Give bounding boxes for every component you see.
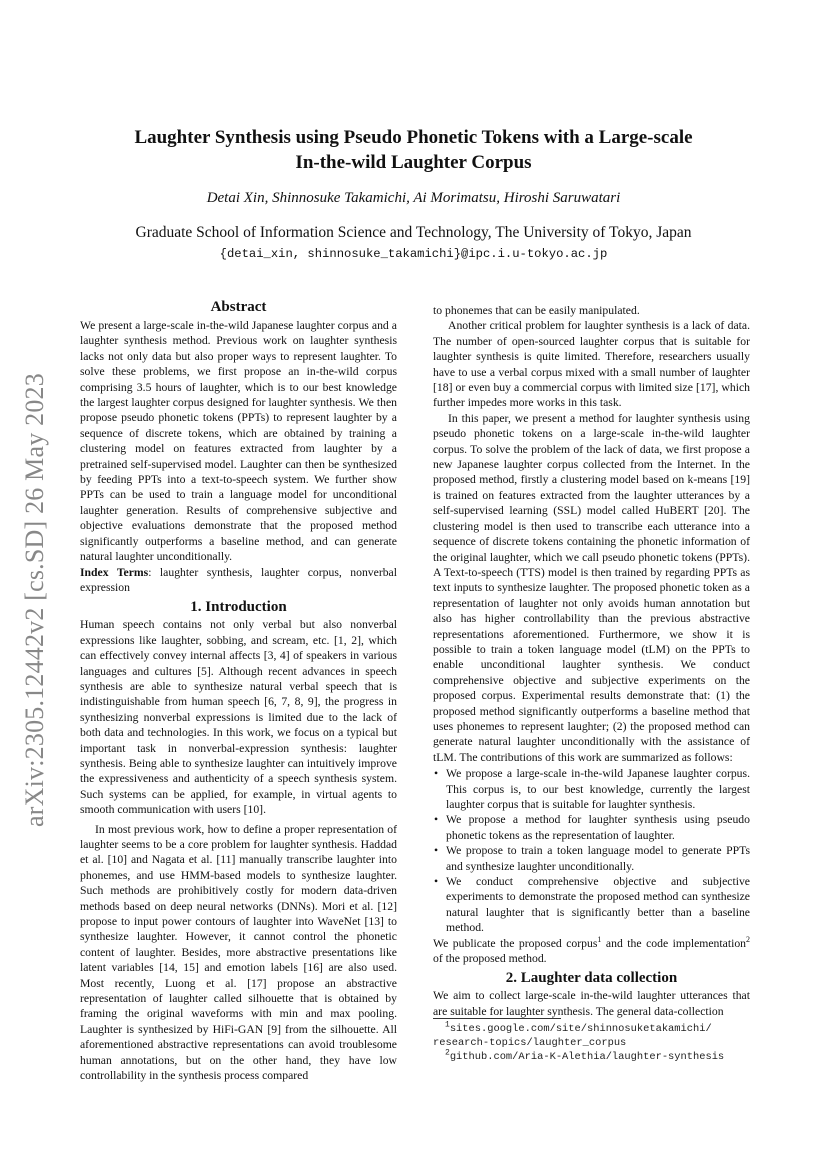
left-column xyxy=(80,298,397,1084)
intro-paragraph-1: Human speech contains not only verbal but also nonverbal expressions like laughter, sobbing, and scream, etc. [1, 2], which can effectively convey internal affects [3, 4] of speakers in various languages and cultures [5]. Although recent advances in speech synthesis are able to synthesize natural verbal speech that is indistinguishable from human speech [6, 7, 8, 9], the progress in synthesizing nonverbal expressions is limited due to the lack of both data and technologies. In this work, we focus on a typical but important task in nonverbal-expression synthesis: laughter synthesis. Being able to synthesize laughter can intuitively improve the expressiveness and authenticity of a speech synthesis system. Such systems can be applied, for example, in virtual agents to smooth communication with users [10]. xyxy=(80,618,397,817)
intro-heading: 1. Introduction xyxy=(190,599,287,616)
intro-paragraph-4: In this paper, we present a method for laughter synthesis using pseudo phonetic tokens on a large-scale in-the-wild laughter corpus. To solve the problem of the lack of data, we first propose a new Japanese laughter corpus collected from the Internet. In the proposed method, firstly a clustering model based on k-means [19] is trained on features extracted from the laughter utterances by a self-supervised learning (SSL) model called HuBERT [20]. The clustering model is then used to transcribe each utterance into a sequence of discrete tokens containing the phonetic information of the original laughter, which we call pseudo phonetic tokens (PPTs). A Text-to-speech (TTS) model is then trained by regarding PPTs as text inputs to synthesize laughter. The proposed phonetic token as a representation of laughter not only avoids human annotation but also has higher controllability than the previous abstractive representations aforementioned. Furthermore, we show it is possible to train a token language model (tLM) on the PPTs to enable unconditional laughter synthesis. We conduct comprehensive objective and subjective experiments on the proposed corpus. Experimental results demonstrate that: (1) the proposed method significantly outperforms a baseline method that uses phonemes to represent laughter; (2) the proposed method can generate natural laughter unconditionally with the assistance of tLM. The contributions of this work are summarized as follows: xyxy=(433,411,750,764)
footnote-1-link-cont[interactable]: research-topics/laughter_corpus xyxy=(433,1036,627,1049)
bullet-icon: • xyxy=(434,813,439,827)
index-terms xyxy=(80,565,397,596)
footnote-divider xyxy=(433,1018,561,1019)
footnote-1-link[interactable]: sites.google.com/site/shinnosuketakamichi/ xyxy=(449,1023,712,1035)
list-item: • We propose to train a token language model to generate PPTs and synthesize laughter unconditionally. xyxy=(434,844,750,873)
list-item: • We conduct comprehensive objective and subjective experiments to demonstrate the proposed method can synthesize natural laughter that is significantly better than a baseline method. xyxy=(434,875,750,935)
publication-statement: We publicate the proposed corpus$^1$ and the code implementation$^2$ of the proposed method. xyxy=(433,934,751,966)
section-2-paragraph: We aim to collect large-scale in-the-wild laughter utterances that are suitable for laughter synthesis. The general data-collection xyxy=(433,989,750,1018)
index-terms-label: Index Terms xyxy=(80,565,149,579)
list-item: • We propose a method for laughter synthesis using pseudo phonetic tokens as the representation of laughter. xyxy=(434,813,750,842)
intro-paragraph-3: Another critical problem for laughter synthesis is a lack of data. The number of open-sourced laughter corpus that is suitable for laughter synthesis is quite limited. Therefore, researchers usually have to use a verbal corpus mixed with a small number of laughter [18] or even buy a commercial corpus with limited size [17], which further impedes more works in this task. xyxy=(433,319,750,410)
paper-title xyxy=(80,125,747,175)
intro-paragraph-2-continued: to phonemes that can be easily manipulated. xyxy=(433,304,640,317)
footnote-1: $^1$sites.google.com/site/shinnosuketakamichi/ research-topics/laughter_corpus xyxy=(433,1020,712,1049)
title-line-2: In-the-wild Laughter Corpus xyxy=(295,152,532,173)
abstract-heading: Abstract xyxy=(210,299,267,315)
footnote-ref-2[interactable]: 2 xyxy=(746,934,751,944)
bullet-icon: • xyxy=(434,767,439,781)
title-line-1: Laughter Synthesis using Pseudo Phonetic Tokens with a Large-scale xyxy=(134,127,693,148)
right-column xyxy=(433,303,750,1019)
affiliation: Graduate School of Information Science and Technology, The University of Tokyo, Japan xyxy=(135,224,692,241)
bullet-icon: • xyxy=(434,875,439,889)
contributions-list xyxy=(433,766,750,935)
section-2-heading: 2. Laughter data collection xyxy=(505,970,678,987)
author-list: Detai Xin, Shinnosuke Takamichi, Ai Morimatsu, Hiroshi Saruwatari xyxy=(206,190,621,206)
intro-paragraph-2: In most previous work, how to define a proper representation of laughter seems to be a core problem for laughter synthesis. Haddad et al. [10] and Nagata et al. [11] manually transcribe laughter into phonemes, and use HMM-based models to synthesize laughter. Such methods are prohibitively costly for modern data-driven methods based on deep neural networks (DNNs). Mori et al. [12] propose to input power contours of laughter into WaveNet [13] to synthesize laughter. However, it cannot control the phonetic content of laughter. Besides, more abstractive presentations like latent variables [14, 15] and emotion labels [16] are also used. Most recently, Luong et al. [17] propose an abstractive representation of laughter called silhouette that is obtained by framing the original waveforms with min and max pooling. Laughter is synthesized by HiFi-GAN [9] from the silhouette. All aforementioned abstractive representations can avoid troublesome human annotations, but on the other hand, they have low controllability in the synthesis process compared xyxy=(80,822,397,1083)
abstract-text: We present a large-scale in-the-wild Japanese laughter corpus and a laughter synthesis method. Previous work on laughter synthesis lacks not only data but also proper ways to represent laughter. To solve these problems, we first propose an in-the-wild corpus comprising 3.5 hours of laughter, which is to our best knowledge the largest laughter corpus designed for laughter synthesis. We then propose pseudo phonetic tokens (PPTs) to represent laughter by a sequence of discrete tokens, which are obtained by training a clustering model on features extracted from laughter by a pretrained self-supervised model. Laughter can then be synthesized by feeding PPTs into a text-to-speech system. We further show PPTs can be used to train a language model for unconditional laughter generation. Results of comprehensive subjective and objective evaluations demonstrate that the proposed method significantly outperforms a baseline method, and can generate natural laughter unconditionally. xyxy=(80,319,397,564)
footnote-ref-1[interactable]: 1 xyxy=(597,934,602,944)
arxiv-identifier: arXiv:2305.12442v2 [cs.SD] 26 May 2023 xyxy=(20,373,49,827)
list-item: • We propose a large-scale in-the-wild Japanese laughter corpus. This corpus is, to our best knowledge, currently the largest laughter corpus that is suitable for laughter synthesis. xyxy=(434,767,750,811)
index-terms-list: : laughter synthesis, laughter corpus, nonverbal expression xyxy=(80,565,397,594)
bullet-icon: • xyxy=(434,844,439,858)
footnote-2-link[interactable]: github.com/Aria-K-Alethia/laughter-synthesis xyxy=(449,1051,725,1063)
footnote-2: $^2$github.com/Aria-K-Alethia/laughter-synthesis xyxy=(445,1048,725,1063)
author-email: {detai_xin, shinnosuke_takamichi}@ipc.i.u-tokyo.ac.jp xyxy=(219,247,608,261)
